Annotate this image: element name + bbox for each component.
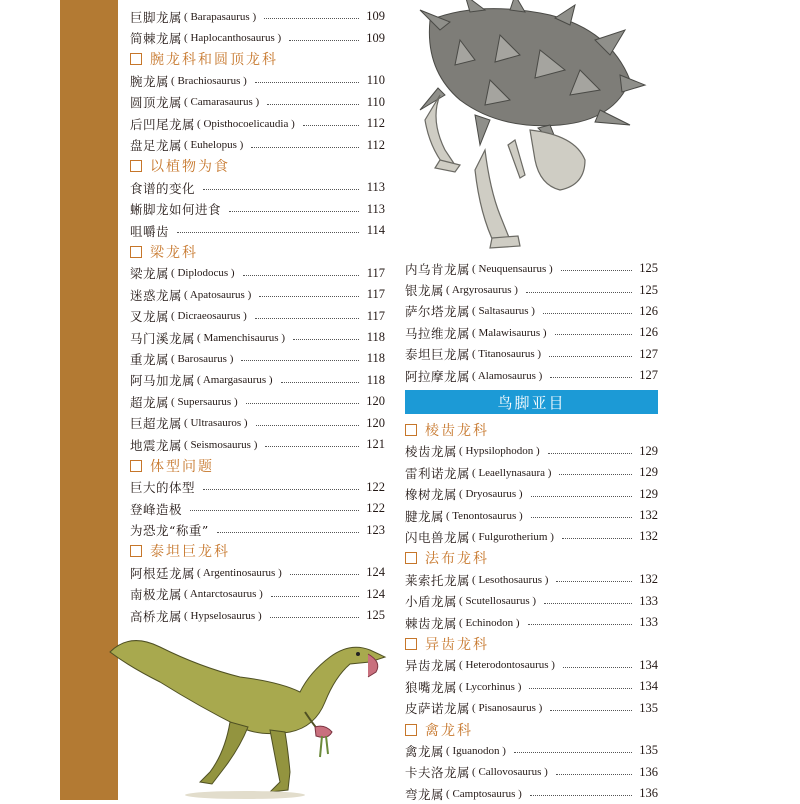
entry-chinese-name: 腕龙属 (130, 73, 170, 89)
toc-entry (405, 322, 658, 343)
dot-leader (303, 125, 359, 126)
section-title: 腕龙科和圆顶龙科 (150, 52, 278, 69)
dot-leader (243, 275, 359, 276)
entry-latin-name: ( Dryosaurus ) (459, 488, 523, 501)
toc-entry (405, 655, 658, 676)
entry-latin-text: Euhelopus (190, 139, 237, 152)
entry-latin-text: Camptosaurus (452, 787, 516, 800)
dot-leader (246, 403, 359, 404)
section-checkbox-icon (405, 724, 417, 736)
toc-entry (130, 498, 385, 519)
entry-page-number: 112 (366, 116, 385, 131)
toc-entry (405, 365, 658, 386)
dot-leader (259, 296, 359, 297)
entry-latin-name: ( Ultrasauros ) (184, 417, 248, 430)
entry-latin-text: Antarctosaurus (189, 588, 257, 601)
entry-latin-text: Mamenchisaurus (203, 331, 279, 344)
entry-page-number: 122 (366, 501, 385, 516)
toc-entry (405, 279, 658, 300)
entry-latin-text: Dryosaurus (465, 488, 517, 501)
entry-chinese-name: 地震龙属 (130, 437, 183, 453)
toc-entry (130, 113, 385, 134)
entry-latin-name: ( Pisanosaurus ) (472, 702, 543, 715)
entry-latin-text: Callovosaurus (478, 766, 542, 779)
entry-latin-name: ( Apatosaurus ) (184, 288, 252, 301)
entry-latin-name: ( Neuquensaurus ) (472, 262, 553, 275)
entry-page-number: 123 (366, 522, 385, 537)
toc-entry (130, 6, 385, 27)
dot-leader (556, 581, 632, 582)
toc-entry (405, 258, 658, 279)
entry-latin-name: ( Malawisaurus ) (472, 326, 547, 339)
toc-entry (405, 505, 658, 526)
toc-entry (130, 584, 385, 605)
entry-latin-name: ( Euhelopus ) (184, 139, 244, 152)
entry-latin-text: Alamosaurus (477, 369, 536, 382)
dot-leader (293, 339, 359, 340)
entry-chinese-name: 迷惑龙属 (130, 287, 183, 303)
entry-page-number: 110 (366, 94, 385, 109)
entry-page-number: 132 (639, 508, 658, 523)
entry-latin-text: Fulgurotherium (478, 530, 548, 543)
dot-leader (562, 538, 632, 539)
toc-entry (405, 783, 658, 804)
entry-page-number: 129 (639, 486, 658, 501)
dot-leader (241, 360, 359, 361)
entry-latin-name: ( Lycorhinus ) (459, 680, 522, 693)
dot-leader (555, 334, 632, 335)
entry-page-number: 125 (639, 261, 658, 276)
section-checkbox-icon (405, 638, 417, 650)
section-heading (130, 241, 385, 262)
entry-chinese-name: 闪电兽龙属 (405, 529, 471, 545)
toc-entry (130, 199, 385, 220)
dot-leader (550, 377, 632, 378)
entry-latin-name: ( Dicraeosaurus ) (171, 310, 247, 323)
entry-chinese-name: 禽龙属 (405, 743, 445, 759)
dot-leader (526, 292, 632, 293)
page-margin (0, 0, 60, 800)
toc-entry (130, 477, 385, 498)
entry-latin-name: ( Saltasaurus ) (472, 305, 535, 318)
dot-leader (281, 382, 359, 383)
dot-leader (529, 688, 632, 689)
toc-entry (130, 348, 385, 369)
toc-entry (130, 562, 385, 583)
entry-latin-name: ( Iguanodon ) (446, 744, 506, 757)
entry-latin-name: ( Echinodon ) (459, 616, 520, 629)
dot-leader (563, 667, 632, 668)
entry-latin-name: ( Haplocanthosaurus ) (184, 32, 282, 45)
toc-entry (130, 412, 385, 433)
entry-page-number: 117 (366, 308, 385, 323)
entry-page-number: 109 (366, 9, 385, 24)
toc-entry (405, 526, 658, 547)
section-checkbox-icon (130, 246, 142, 258)
toc-entry (405, 301, 658, 322)
dot-leader (528, 624, 632, 625)
entry-latin-name: ( Heterodontosaurus ) (459, 659, 555, 672)
entry-chinese-name: 南极龙属 (130, 587, 183, 603)
entry-latin-text: Ultrasauros (190, 417, 242, 430)
dot-leader (255, 82, 359, 83)
entry-latin-text: Titanosaurus (478, 348, 535, 361)
theropod-dinosaur-illustration (100, 632, 390, 800)
entry-chinese-name: 萨尔塔龙属 (405, 304, 471, 320)
entry-chinese-name: 后凹尾龙属 (130, 116, 196, 132)
entry-chinese-name: 巨大的体型 (130, 480, 196, 496)
entry-page-number: 125 (639, 282, 658, 297)
toc-entry (130, 70, 385, 91)
entry-page-number: 113 (366, 201, 385, 216)
entry-latin-name: ( Supersaurus ) (171, 395, 238, 408)
toc-left-column (130, 6, 385, 626)
entry-latin-text: Leaellynasaura (478, 466, 546, 479)
entry-chinese-name: 莱索托龙属 (405, 572, 471, 588)
entry-page-number: 122 (366, 479, 385, 494)
entry-latin-text: Dicraeosaurus (177, 310, 241, 323)
entry-page-number: 113 (366, 180, 385, 195)
suborder-banner: 鸟脚亚目 (405, 390, 658, 414)
dot-leader (203, 489, 359, 490)
entry-chinese-name: 橡树龙属 (405, 487, 458, 503)
entry-latin-name: ( Lesothosaurus ) (472, 573, 549, 586)
section-checkbox-icon (405, 424, 417, 436)
armored-dinosaur-skeleton-illustration (400, 0, 650, 252)
section-title: 法布龙科 (425, 551, 489, 568)
dot-leader (531, 517, 632, 518)
toc-entry (130, 327, 385, 348)
entry-latin-name: ( Leaellynasaura ) (472, 466, 552, 479)
entry-page-number: 135 (639, 700, 658, 715)
section-checkbox-icon (130, 460, 142, 472)
toc-entry (405, 676, 658, 697)
dot-leader (559, 474, 632, 475)
entry-chinese-name: 蜥脚龙如何进食 (130, 202, 222, 218)
section-checkbox-icon (130, 160, 142, 172)
section-heading (405, 419, 658, 440)
dot-leader (256, 425, 359, 426)
entry-page-number: 125 (366, 608, 385, 623)
entry-page-number: 127 (639, 368, 658, 383)
dot-leader (544, 603, 632, 604)
entry-latin-name: ( Camarasaurus ) (184, 96, 260, 109)
entry-chinese-name: 马门溪龙属 (130, 330, 196, 346)
toc-entry (405, 569, 658, 590)
entry-latin-name: ( Barosaurus ) (171, 352, 234, 365)
entry-chinese-name: 简棘龙属 (130, 31, 183, 47)
entry-latin-text: Barapasaurus (190, 10, 250, 23)
dot-leader (255, 318, 359, 319)
section-heading (405, 633, 658, 654)
entry-page-number: 114 (366, 223, 385, 238)
entry-page-number: 118 (366, 330, 385, 345)
entry-chinese-name: 超龙属 (130, 394, 170, 410)
toc-entry (130, 92, 385, 113)
toc-entry (405, 462, 658, 483)
entry-latin-text: Haplocanthosaurus (190, 32, 275, 45)
toc-entry (130, 263, 385, 284)
entry-chinese-name: 腱龙属 (405, 508, 445, 524)
section-checkbox-icon (405, 552, 417, 564)
entry-chinese-name: 叉龙属 (130, 309, 170, 325)
dot-leader (190, 510, 359, 511)
dot-leader (270, 617, 359, 618)
entry-page-number: 112 (366, 137, 385, 152)
entry-latin-text: Lesothosaurus (478, 573, 542, 586)
toc-entry (130, 177, 385, 198)
entry-latin-name: ( Barapasaurus ) (184, 10, 257, 23)
dot-leader (265, 446, 359, 447)
toc-entry (130, 27, 385, 48)
entry-page-number: 109 (366, 30, 385, 45)
entry-page-number: 124 (366, 565, 385, 580)
entry-page-number: 135 (639, 743, 658, 758)
entry-page-number: 136 (639, 764, 658, 779)
entry-page-number: 117 (366, 265, 385, 280)
entry-page-number: 133 (639, 593, 658, 608)
dot-leader (543, 313, 632, 314)
entry-latin-name: ( Argentinosaurus ) (197, 566, 282, 579)
entry-chinese-name: 皮萨诺龙属 (405, 701, 471, 717)
entry-latin-text: Tenontosaurus (452, 509, 517, 522)
entry-latin-text: Brachiosaurus (177, 74, 241, 87)
dot-leader (549, 356, 632, 357)
section-title: 异齿龙科 (425, 636, 489, 653)
entry-latin-text: Seismosaurus (190, 438, 251, 451)
entry-chinese-name: 卡夫洛龙属 (405, 765, 471, 781)
dot-leader (267, 104, 359, 105)
entry-page-number: 133 (639, 615, 658, 630)
entry-page-number: 118 (366, 351, 385, 366)
entry-chinese-name: 咀嚼齿 (130, 223, 170, 239)
entry-chinese-name: 棱齿龙属 (405, 444, 458, 460)
entry-page-number: 126 (639, 325, 658, 340)
toc-entry (130, 519, 385, 540)
section-title: 棱齿龙科 (425, 423, 489, 440)
dot-leader (289, 40, 359, 41)
dot-leader (251, 147, 359, 148)
entry-latin-text: Hypselosaurus (190, 609, 256, 622)
entry-latin-name: ( Diplodocus ) (171, 267, 235, 280)
entry-page-number: 132 (639, 529, 658, 544)
dot-leader (530, 795, 632, 796)
entry-latin-name: ( Scutellosaurus ) (459, 595, 537, 608)
toc-entry (405, 740, 658, 761)
entry-latin-name: ( Alamosaurus ) (472, 369, 543, 382)
entry-chinese-name: 食谱的变化 (130, 180, 196, 196)
dot-leader (550, 710, 632, 711)
entry-latin-text: Argentinosaurus (202, 566, 276, 579)
section-title: 梁龙科 (150, 244, 198, 261)
section-title: 泰坦巨龙科 (150, 544, 230, 561)
entry-latin-name: ( Amargasaurus ) (197, 374, 273, 387)
entry-page-number: 134 (639, 679, 658, 694)
entry-latin-text: Barosaurus (177, 352, 227, 365)
entry-chinese-name: 高桥龙属 (130, 608, 183, 624)
entry-chinese-name: 圆顶龙属 (130, 95, 183, 111)
entry-page-number: 110 (366, 73, 385, 88)
entry-latin-name: ( Seismosaurus ) (184, 438, 258, 451)
dot-leader (548, 453, 632, 454)
entry-chinese-name: 异齿龙属 (405, 658, 458, 674)
section-checkbox-icon (130, 53, 142, 65)
section-heading (130, 455, 385, 476)
toc-entry (130, 134, 385, 155)
entry-page-number: 120 (366, 415, 385, 430)
dot-leader (561, 270, 632, 271)
dot-leader (229, 211, 359, 212)
toc-entry (130, 391, 385, 412)
entry-latin-text: Supersaurus (177, 395, 232, 408)
toc-entry (405, 612, 658, 633)
entry-latin-text: Apatosaurus (189, 288, 245, 301)
entry-page-number: 127 (639, 346, 658, 361)
entry-page-number: 136 (639, 786, 658, 801)
entry-page-number: 124 (366, 586, 385, 601)
toc-entry (130, 284, 385, 305)
entry-latin-text: Iguanodon (452, 744, 500, 757)
entry-latin-text: Echinodon (465, 616, 514, 629)
toc-entry (130, 370, 385, 391)
entry-latin-text: Saltasaurus (478, 305, 529, 318)
entry-chinese-name: 阿拉摩龙属 (405, 368, 471, 384)
toc-entry (405, 484, 658, 505)
entry-page-number: 121 (366, 437, 385, 451)
entry-latin-text: Amargasaurus (202, 374, 267, 387)
toc-entry (405, 590, 658, 611)
entry-chinese-name: 登峰造极 (130, 501, 183, 517)
entry-latin-name: ( Argyrosaurus ) (446, 284, 518, 297)
section-heading (130, 156, 385, 177)
entry-chinese-name: 棘齿龙属 (405, 615, 458, 631)
entry-latin-name: ( Opisthocoelicaudia ) (197, 117, 295, 130)
toc-entry (405, 697, 658, 718)
entry-latin-text: Pisanosaurus (478, 702, 536, 715)
dot-leader (531, 496, 632, 497)
entry-chinese-name: 为恐龙“称重” (130, 523, 209, 539)
entry-page-number: 134 (639, 657, 658, 672)
dot-leader (514, 752, 632, 753)
entry-chinese-name: 阿马加龙属 (130, 373, 196, 389)
entry-chinese-name: 弯龙属 (405, 786, 445, 802)
entry-latin-text: Heterodontosaurus (465, 659, 549, 672)
entry-chinese-name: 阿根廷龙属 (130, 565, 196, 581)
dot-leader (203, 189, 359, 190)
toc-entry (130, 434, 385, 455)
entry-chinese-name: 盘足龙属 (130, 138, 183, 154)
toc-entry (130, 305, 385, 326)
entry-latin-name: ( Fulgurotherium ) (472, 530, 554, 543)
entry-page-number: 126 (639, 303, 658, 318)
dot-leader (271, 596, 359, 597)
entry-latin-text: Argyrosaurus (451, 284, 512, 297)
toc-entry (130, 220, 385, 241)
entry-chinese-name: 重龙属 (130, 351, 170, 367)
entry-page-number: 117 (366, 287, 385, 302)
entry-latin-text: Opisthocoelicaudia (203, 117, 289, 130)
toc-entry (130, 605, 385, 626)
entry-latin-text: Neuquensaurus (478, 262, 547, 275)
entry-chinese-name: 巨超龙属 (130, 416, 183, 432)
dot-leader (556, 774, 632, 775)
entry-chinese-name: 雷利诺龙属 (405, 465, 471, 481)
dot-leader (264, 18, 359, 19)
entry-latin-text: Camarasaurus (190, 96, 253, 109)
section-title: 以植物为食 (150, 159, 230, 176)
entry-chinese-name: 内乌肯龙属 (405, 261, 471, 277)
entry-page-number: 129 (639, 465, 658, 480)
section-heading (405, 548, 658, 569)
entry-latin-name: ( Camptosaurus ) (446, 787, 522, 800)
entry-latin-name: ( Hypselosaurus ) (184, 609, 262, 622)
dot-leader (217, 532, 359, 533)
dot-leader (177, 232, 359, 233)
entry-chinese-name: 狼嘴龙属 (405, 679, 458, 695)
entry-latin-name: ( Mamenchisaurus ) (197, 331, 286, 344)
entry-page-number: 129 (639, 443, 658, 458)
entry-chinese-name: 巨脚龙属 (130, 9, 183, 25)
toc-entry (405, 441, 658, 462)
entry-latin-text: Lycorhinus (465, 680, 515, 693)
section-heading (130, 541, 385, 562)
entry-latin-text: Diplodocus (177, 267, 229, 280)
entry-page-number: 118 (366, 372, 385, 387)
entry-chinese-name: 小盾龙属 (405, 594, 458, 610)
entry-latin-name: ( Titanosaurus ) (472, 348, 542, 361)
toc-entry (405, 762, 658, 783)
entry-chinese-name: 马拉维龙属 (405, 325, 471, 341)
entry-latin-text: Malawisaurus (478, 326, 541, 339)
entry-latin-name: ( Antarctosaurus ) (184, 588, 263, 601)
entry-chinese-name: 银龙属 (405, 283, 445, 299)
toc-entry (405, 344, 658, 365)
section-title: 体型问题 (150, 458, 214, 475)
entry-latin-name: ( Tenontosaurus ) (446, 509, 523, 522)
entry-latin-text: Hypsilophodon (465, 445, 534, 458)
entry-page-number: 120 (366, 394, 385, 409)
entry-latin-name: ( Hypsilophodon ) (459, 445, 540, 458)
entry-page-number: 132 (639, 572, 658, 587)
section-heading (130, 49, 385, 70)
entry-latin-name: ( Callovosaurus ) (472, 766, 548, 779)
entry-chinese-name: 梁龙属 (130, 266, 170, 282)
entry-latin-text: Scutellosaurus (465, 595, 530, 608)
toc-right-column (405, 258, 658, 804)
entry-chinese-name: 泰坦巨龙属 (405, 347, 471, 363)
section-heading (405, 719, 658, 740)
dot-leader (290, 574, 359, 575)
entry-latin-name: ( Brachiosaurus ) (171, 74, 247, 87)
section-title: 禽龙科 (425, 722, 473, 739)
section-checkbox-icon (130, 545, 142, 557)
